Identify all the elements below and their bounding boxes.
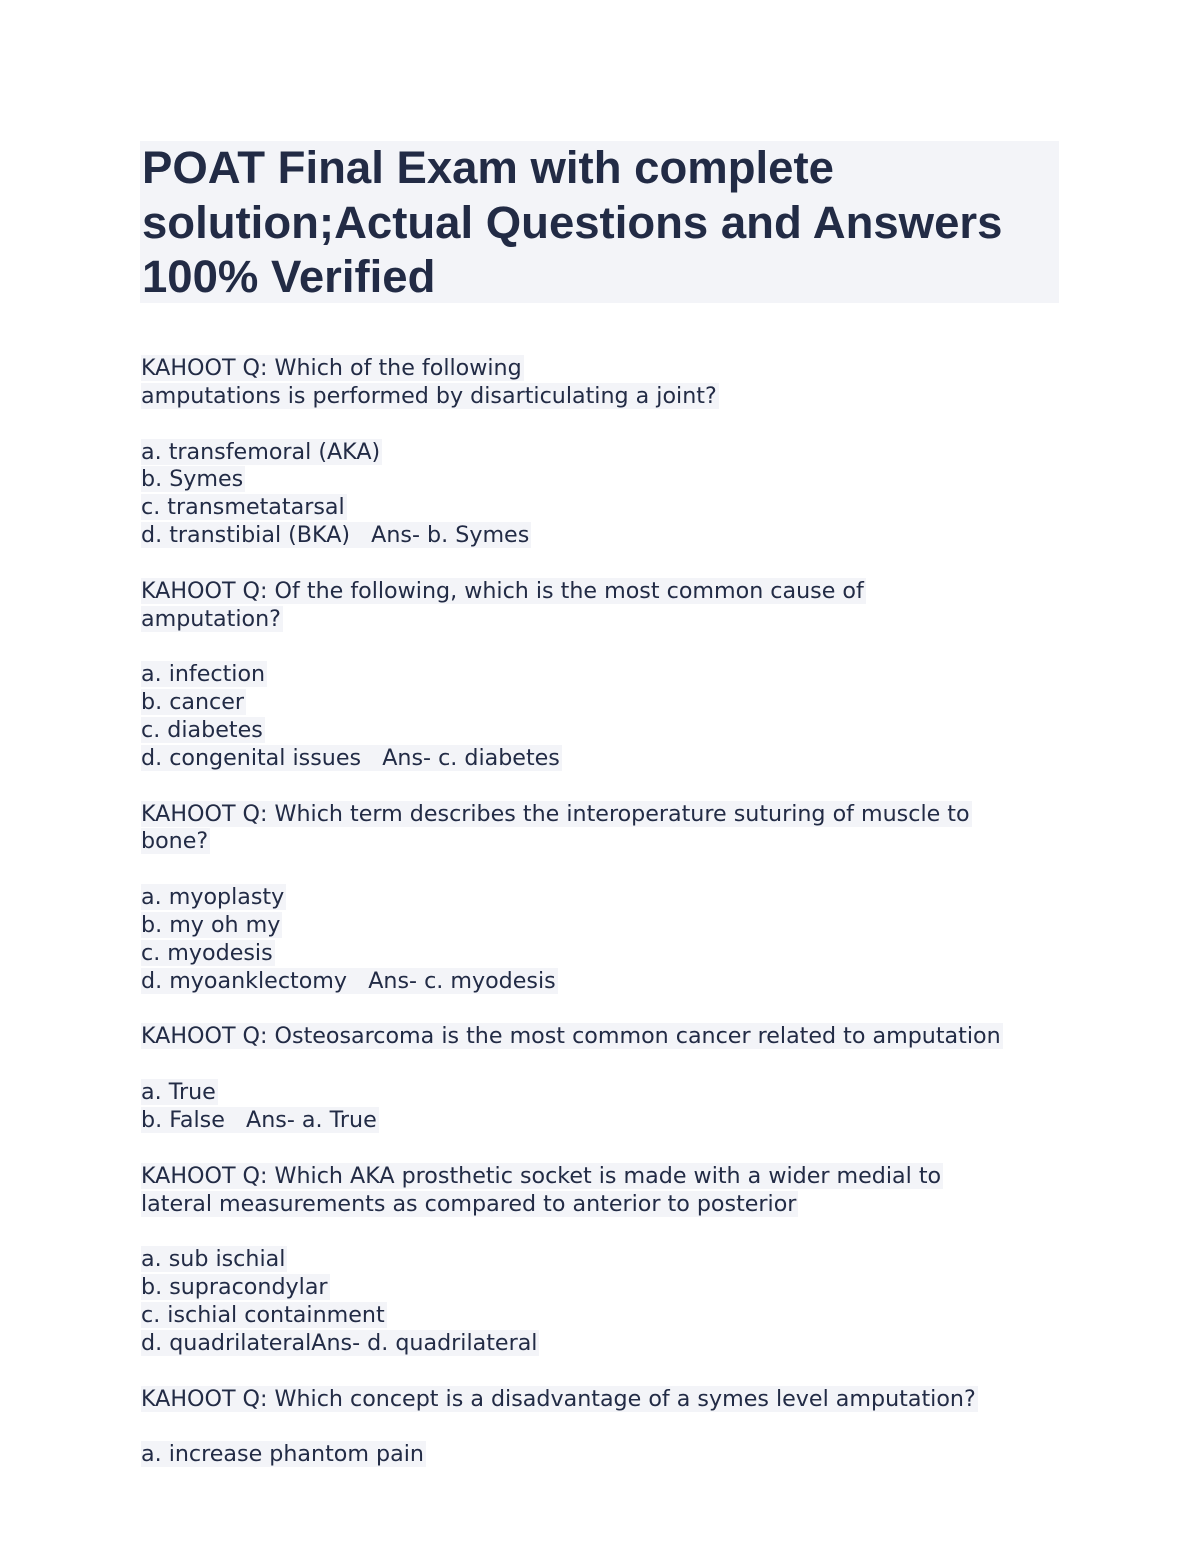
question-text-line: bone? — [141, 828, 209, 855]
answer-option: c. diabetes — [141, 716, 263, 743]
answer-option: b. cancer — [141, 689, 245, 716]
answer-option: b. my oh my — [141, 911, 281, 938]
question-text-line: KAHOOT Q: Which concept is a disadvantage of a symes level amputation? — [141, 1385, 976, 1412]
question-text-line: KAHOOT Q: Which AKA prosthetic socket is made with a wider medial to — [141, 1162, 942, 1189]
answer-option-with-answer: b. False Ans- a. True — [141, 1106, 377, 1133]
question-text-line: KAHOOT Q: Which term describes the interoperature suturing of muscle to — [141, 800, 970, 827]
answer-option: b. supracondylar — [141, 1274, 328, 1301]
question-list — [141, 355, 1071, 1469]
answer-option: a. transfemoral (AKA) — [141, 438, 381, 465]
answer-option-with-answer: d. myoanklectomy Ans- c. myodesis — [141, 967, 556, 994]
answer-option-with-answer: d. transtibial (BKA) Ans- b. Symes — [141, 521, 530, 548]
question-text-line: amputation? — [141, 605, 281, 632]
answer-option: b. Symes — [141, 466, 244, 493]
document-title: POAT Final Exam with complete solution;Actual Questions and Answers 100% Verified — [142, 142, 1003, 302]
answer-option: c. transmetatarsal — [141, 494, 345, 521]
answer-option-with-answer: d. congenital issues Ans- c. diabetes — [141, 744, 560, 771]
answer-option: a. myoplasty — [141, 884, 285, 911]
question-text-line: KAHOOT Q: Osteosarcoma is the most common cancer related to amputation — [141, 1023, 1001, 1050]
title-block — [140, 141, 1059, 303]
question-block — [141, 801, 1071, 1024]
question-text-line: lateral measurements as compared to anterior to posterior — [141, 1190, 797, 1217]
question-block — [141, 1023, 1071, 1162]
answer-option: a. infection — [141, 661, 266, 688]
answer-option: a. True — [141, 1079, 216, 1106]
answer-option: c. myodesis — [141, 939, 273, 966]
question-block — [141, 1163, 1071, 1386]
question-text-line: KAHOOT Q: Of the following, which is the most common cause of — [141, 577, 864, 604]
question-block — [141, 578, 1071, 801]
question-block — [141, 355, 1071, 578]
question-text-line: KAHOOT Q: Which of the following — [141, 355, 522, 381]
answer-option: a. sub ischial — [141, 1246, 286, 1273]
answer-option: c. ischial containment — [141, 1301, 385, 1328]
question-text-line: amputations is performed by disarticulating a joint? — [141, 382, 717, 409]
answer-option: a. increase phantom pain — [141, 1441, 424, 1468]
answer-option-with-answer: d. quadrilateralAns- d. quadrilateral — [141, 1329, 538, 1356]
question-block — [141, 1386, 1071, 1470]
